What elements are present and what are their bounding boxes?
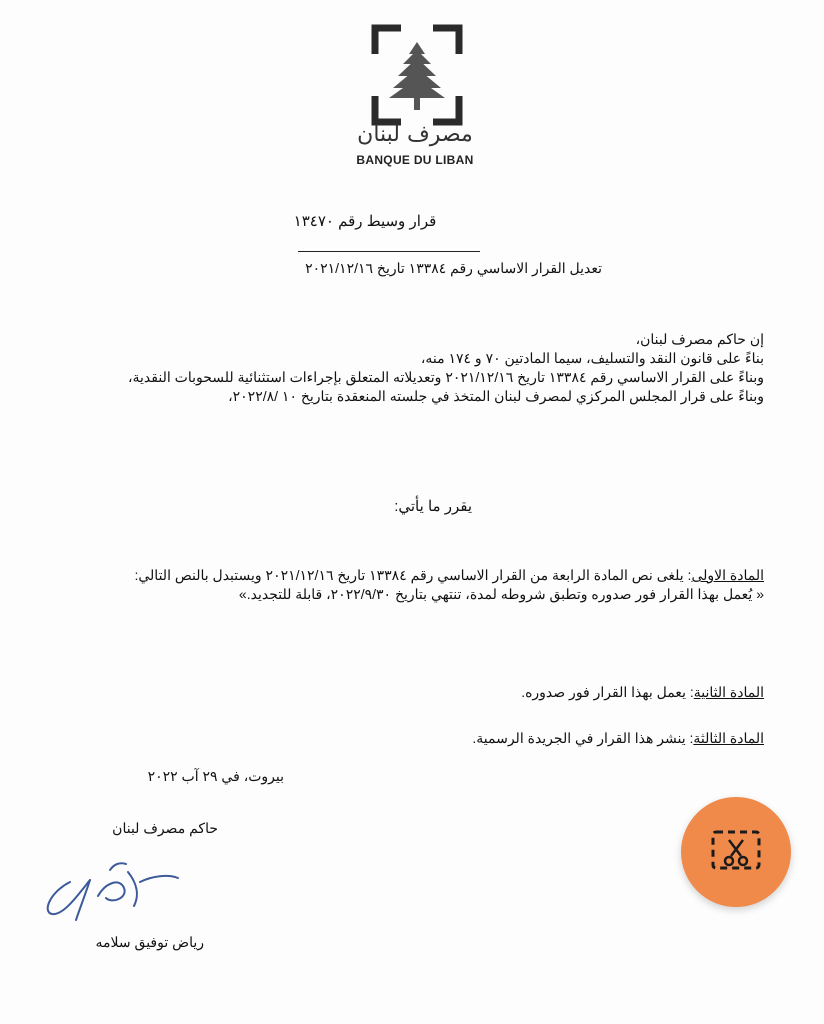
article-text: : ينشر هذا القرار في الجريدة الرسمية. [472,730,694,746]
scissors-selection-icon [710,829,762,875]
article-label: المادة الاولى [691,567,764,583]
preamble-line: وبناءً على قرار المجلس المركزي لمصرف لبنان المتخذ في جلسته المنعقدة بتاريخ ١٠ /٢٠٢٢/٨، [228,388,764,404]
decision-title: قرار وسيط رقم ١٣٤٧٠ [293,213,437,230]
title-underline [298,251,480,252]
screenshot-crop-button[interactable] [681,797,791,907]
signer-name: رياض توفيق سلامه [95,934,204,950]
preamble [70,330,764,406]
article-quote: « يُعمل بهذا القرار فور صدوره وتطبق شروطه لمدة، تنتهي بتاريخ ٢٠٢٢/٩/٣٠، قابلة للتجديد.» [238,586,764,602]
article-1 [70,566,764,604]
place-date: بيروت، في ٢٩ آب ٢٠٢٢ [147,768,284,784]
cedar-icon [371,24,463,126]
preamble-line: إن حاكم مصرف لبنان، [635,331,764,347]
preamble-line: وبناءً على القرار الاساسي رقم ١٣٣٨٤ تاريخ ٢٠٢١/١٢/١٦ وتعديلاته المتعلق بإجراءات استثنائية للسحوبات النقدية، [128,369,764,385]
article-text: : يعمل بهذا القرار فور صدوره. [521,684,694,700]
article-3 [70,729,764,748]
bank-logo [371,24,463,126]
article-text: : يلغى نص المادة الرابعة من القرار الاساسي رقم ١٣٣٨٤ تاريخ ٢٠٢١/١٢/١٦ ويستبدل بالنص التالي: [134,567,692,583]
brand-name-french: BANQUE DU LIBAN [356,153,474,167]
signature [40,852,190,932]
brand-name-arabic: مصرف لبنان [357,122,473,147]
decides-heading: يقرر ما يأتي: [394,498,472,515]
article-label: المادة الثانية [693,684,764,700]
article-label: المادة الثالثة [693,730,764,746]
decision-subtitle: تعديل القرار الاساسي رقم ١٣٣٨٤ تاريخ ٢٠٢١/١٢/١٦ [305,260,602,276]
preamble-line: بناءً على قانون النقد والتسليف، سيما المادتين ٧٠ و ١٧٤ منه، [420,350,764,366]
article-2 [70,683,764,702]
signer-title: حاكم مصرف لبنان [112,820,218,836]
